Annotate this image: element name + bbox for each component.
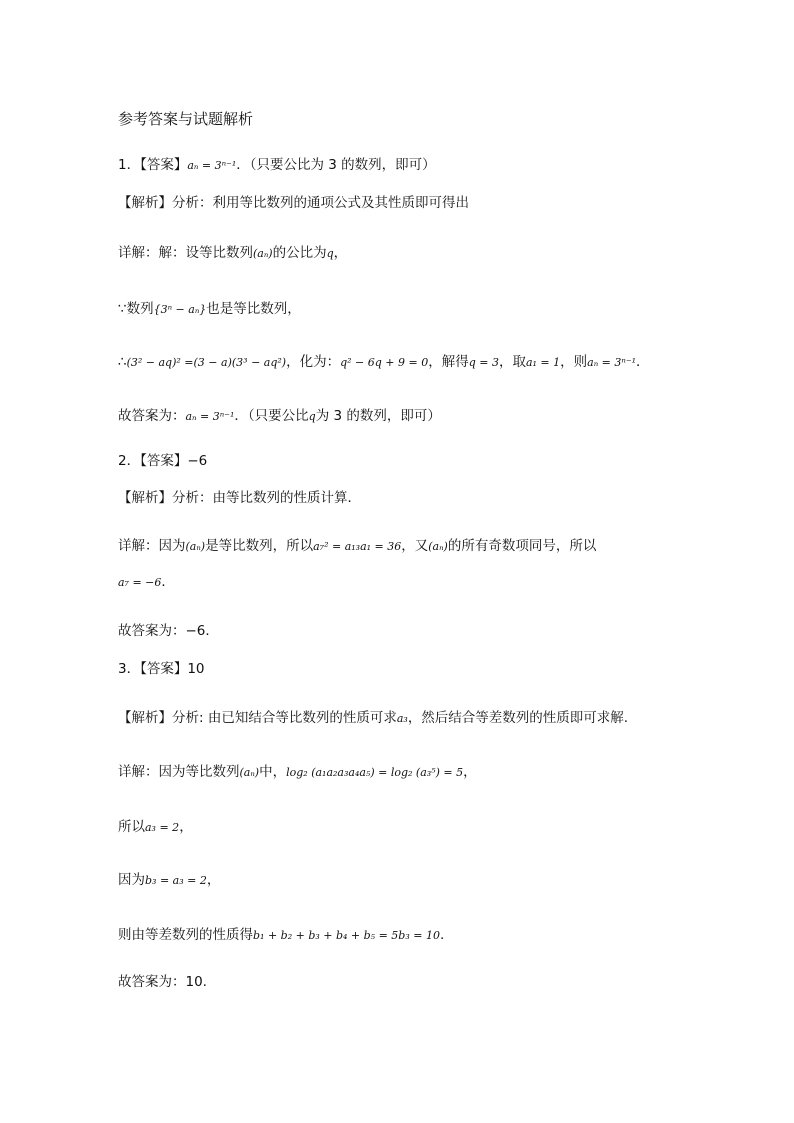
q2-detail-line: [118, 534, 596, 554]
q1-because-line: [118, 297, 301, 317]
q2-detail-text: ，又: [401, 538, 429, 554]
q1-because-text: 也是等比数列，: [206, 301, 301, 317]
q3-because-line: [118, 868, 220, 888]
q1-final-formula: q: [308, 410, 316, 423]
q2-detail-formula: a₇² = a₁₃a₁ = 36: [313, 540, 402, 553]
q1-answer-note: ．（只要公比为 3 的数列，即可）: [236, 157, 436, 173]
q3-detail-line: [118, 760, 477, 780]
q2-final: 故答案为：−6．: [118, 623, 219, 639]
q1-therefore-formula: aₙ = 3ⁿ⁻¹: [587, 356, 637, 369]
q1-final-formula: aₙ = 3ⁿ⁻¹: [185, 410, 235, 423]
q1-therefore-formula: (3² − aq)² =(3 − a)(3³ − aq²): [126, 356, 287, 369]
q3-so-text: 所以: [118, 819, 145, 835]
q3-so-line: [118, 815, 193, 835]
q1-analysis: 【解析】分析：利用等比数列的通项公式及其性质即可得出: [118, 195, 469, 211]
q3-so-formula: a₃ = 2: [145, 821, 180, 834]
q1-because-text: ∵数列: [118, 301, 154, 317]
q3-analysis-formula: a₃: [396, 712, 408, 725]
q1-therefore-text: ．: [636, 354, 650, 370]
q1-detail-formula: q: [326, 247, 334, 260]
q1-answer-line: [118, 153, 436, 173]
q3-detail-text: ，: [463, 764, 477, 780]
q3-because-formula: b₃ = a₃ = 2: [145, 874, 207, 887]
q1-detail-text: ，: [333, 245, 348, 261]
q1-answer-formula: aₙ = 3ⁿ⁻¹: [187, 159, 237, 172]
q1-therefore-text: ，取: [498, 354, 526, 370]
q2-detail-formula: (aₙ): [185, 540, 206, 553]
q3-then-text: 则由等差数列的性质得: [118, 927, 253, 943]
q1-therefore-text: ，化为：: [286, 354, 341, 370]
q2-analysis: 【解析】分析：由等比数列的性质计算．: [118, 490, 361, 506]
q1-therefore-formula: a₁ = 1: [525, 356, 561, 369]
q3-because-text: 因为: [118, 872, 145, 888]
q3-because-text: ，: [206, 872, 221, 888]
q3-answer: 3．【答案】10: [118, 661, 205, 677]
q3-detail-text: 中，: [259, 764, 287, 780]
q1-final-line: [118, 404, 441, 424]
q1-detail-text: 详解：解：设等比数列: [118, 245, 253, 261]
q3-final: 故答案为：10.: [118, 974, 207, 990]
q1-therefore-text: ∴: [118, 354, 127, 370]
q1-final-text: 故答案为：: [118, 408, 186, 424]
q1-therefore-line: [118, 350, 650, 370]
q1-detail-formula: (aₙ): [253, 247, 273, 260]
q3-analysis-text: 【解析】分析: 由已知结合等比数列的性质可求: [118, 710, 397, 726]
q3-detail-text: 详解：因为等比数列: [118, 764, 240, 780]
q1-because-formula: {3ⁿ − aₙ}: [153, 303, 207, 316]
q3-then-formula: b₁ + b₂ + b₃ + b₄ + b₅ = 5b₃ = 10: [253, 929, 440, 942]
q1-therefore-text: ，解得: [428, 354, 469, 370]
q1-therefore-text: ，则: [560, 354, 588, 370]
q3-so-text: ，: [179, 819, 193, 835]
q3-analysis-line: [118, 706, 628, 726]
q2-answer: 2．【答案】−6: [118, 453, 208, 469]
q3-analysis-text: ，然后结合等差数列的性质即可求解.: [407, 710, 629, 726]
q1-therefore-formula: q² − 6q + 9 = 0: [340, 356, 429, 369]
q2-detail-text: 是等比数列，所以: [205, 538, 314, 554]
q1-final-text: 为 3 的数列，即可）: [315, 408, 441, 424]
q1-answer-label: 1．【答案】: [118, 157, 188, 173]
q3-detail-formula: (aₙ): [239, 766, 260, 779]
q2-detail-text: ．: [161, 574, 175, 590]
q2-detail-formula: (aₙ): [428, 540, 448, 553]
q3-then-text: .: [439, 927, 445, 943]
q3-detail-formula: log₂ (a₁a₂a₃a₄a₅) = log₂ (a₃⁵) = 5: [286, 766, 464, 779]
q3-then-line: [118, 923, 444, 943]
q2-detail-formula: a₇ = −6: [118, 576, 162, 589]
q2-detail-text: 详解：因为: [118, 538, 186, 554]
q1-therefore-formula: q = 3: [468, 356, 499, 369]
q1-detail-text: 的公比为: [272, 245, 327, 261]
page-title: 参考答案与试题解析: [118, 110, 254, 128]
q1-detail-line: [118, 241, 347, 261]
q1-final-text: ．（只要公比: [234, 408, 309, 424]
q2-detail-line-2: [118, 570, 175, 590]
q2-detail-text: 的所有奇数项同号，所以: [447, 538, 597, 554]
